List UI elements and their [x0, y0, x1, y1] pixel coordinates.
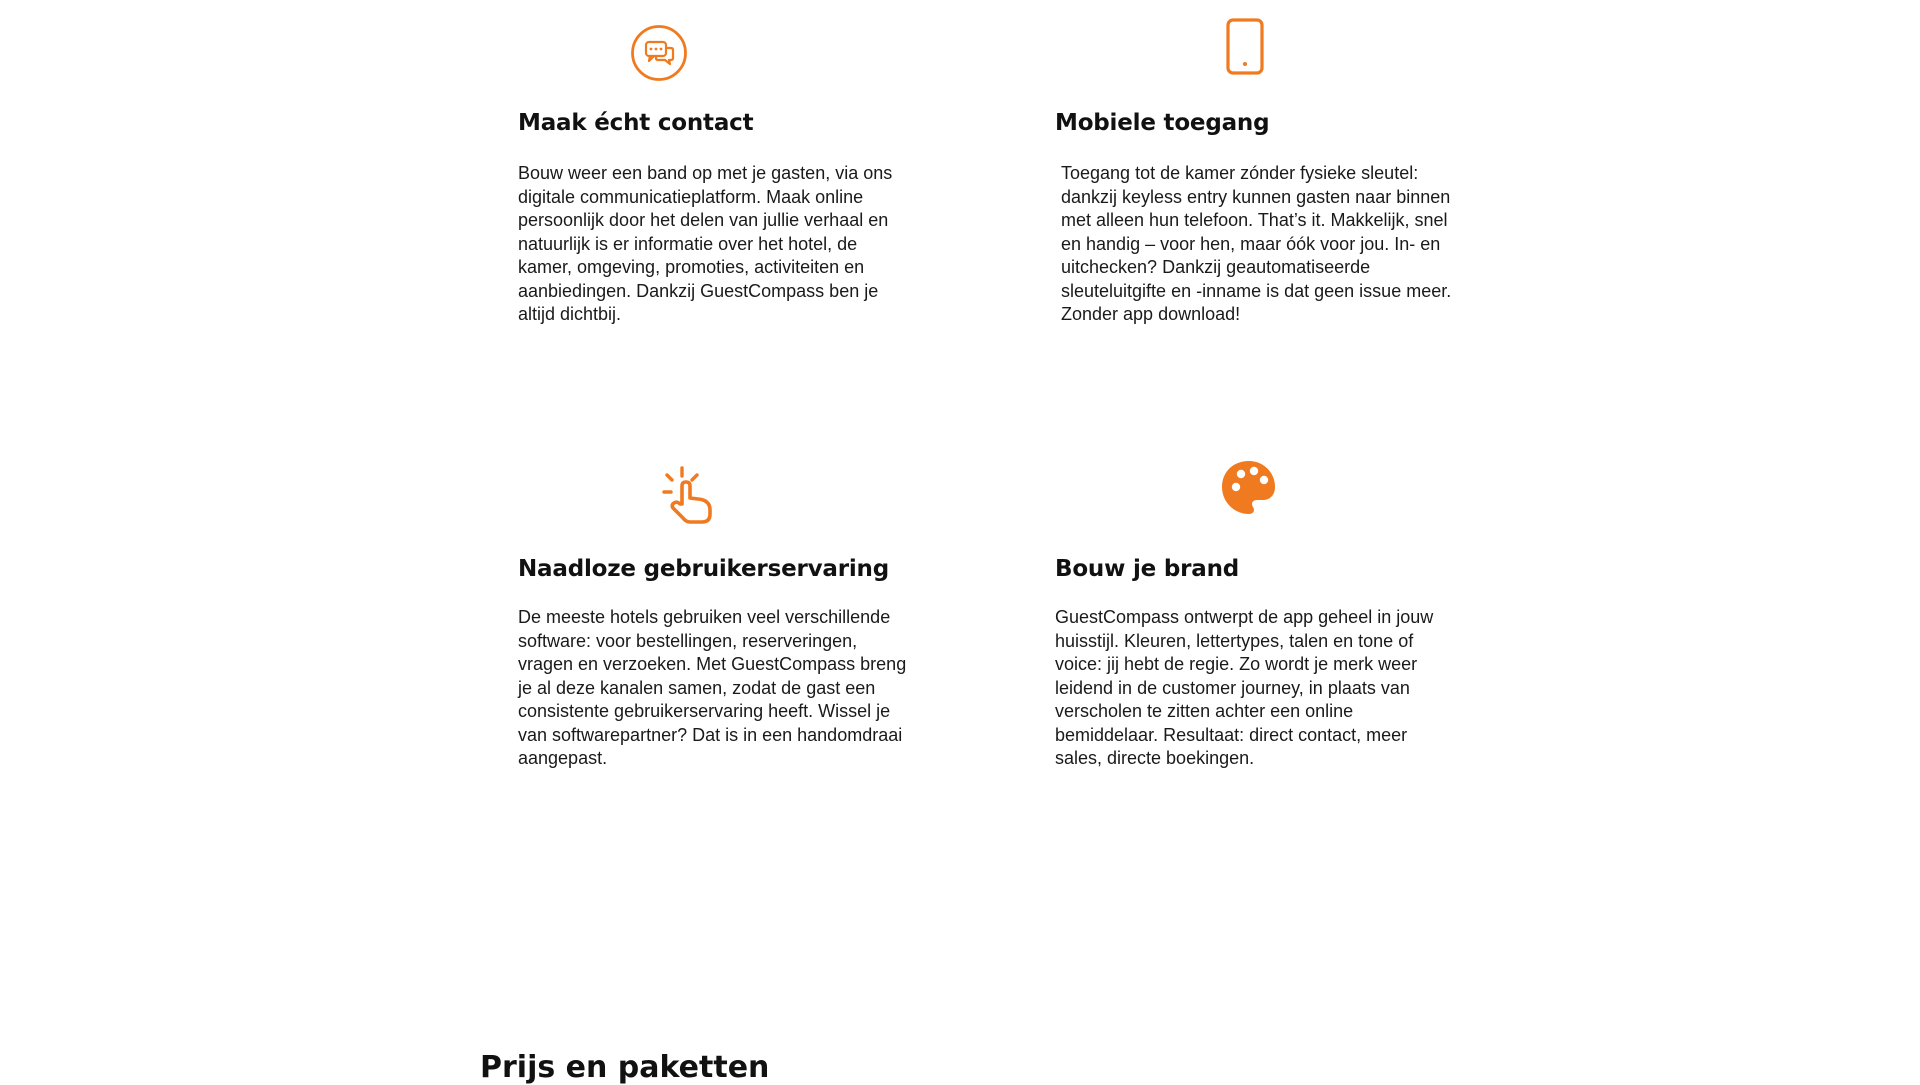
smartphone-icon: [1225, 18, 1265, 76]
feature-text: De meeste hotels gebruiken veel verschillende software: voor bestellingen, reserveringen, vragen en verzoeken. Met GuestCompass breng je al deze kanalen samen, zodat de gast een consistente gebruikerservaring heeft. Wissel je van softwarepartner? Dat is in een handomdraai aangepast.: [518, 607, 907, 768]
feature-title: Mobiele toegang: [1055, 110, 1270, 136]
pricing-section-title: Prijs en paketten: [480, 1050, 770, 1085]
feature-text: Toegang tot de kamer zónder fysieke sleutel: dankzij keyless entry kunnen gasten naar binnen met alleen hun telefoon. That’s it. Makkelijk, snel en handig – voor hen, maar óók voor jou. In- en uitchecken? Dankzij geautomatiseerde sleuteluitgifte en -inname is dat geen issue meer. Zonder app download!: [1061, 163, 1452, 324]
feature-text: Bouw weer een band op met je gasten, via ons digitale communicatieplatform. Maak online persoonlijk door het delen van jullie verhaal en natuurlijk is er informatie over het hotel, de kamer, omgeving, promoties, activiteiten en aanbiedingen. Dankzij GuestCompass ben je altijd dichtbij.: [518, 163, 893, 324]
feature-text: GuestCompass ontwerpt de app geheel in jouw huisstijl. Kleuren, lettertypes, talen en tone of voice: jij hebt de regie. Zo wordt je merk weer leidend in de customer journey, in plaats van verscholen te zitten achter een online bemiddelaar. Resultaat: direct contact, meer sales, directe boekingen.: [1055, 607, 1434, 768]
palette-icon: [1219, 458, 1279, 518]
feature-title: Naadloze gebruikerservaring: [518, 556, 889, 582]
hand-tap-icon: [658, 462, 722, 526]
feature-title: Bouw je brand: [1055, 556, 1240, 582]
chat-bubbles-icon: [630, 24, 688, 82]
feature-title: Maak écht contact: [518, 110, 754, 136]
